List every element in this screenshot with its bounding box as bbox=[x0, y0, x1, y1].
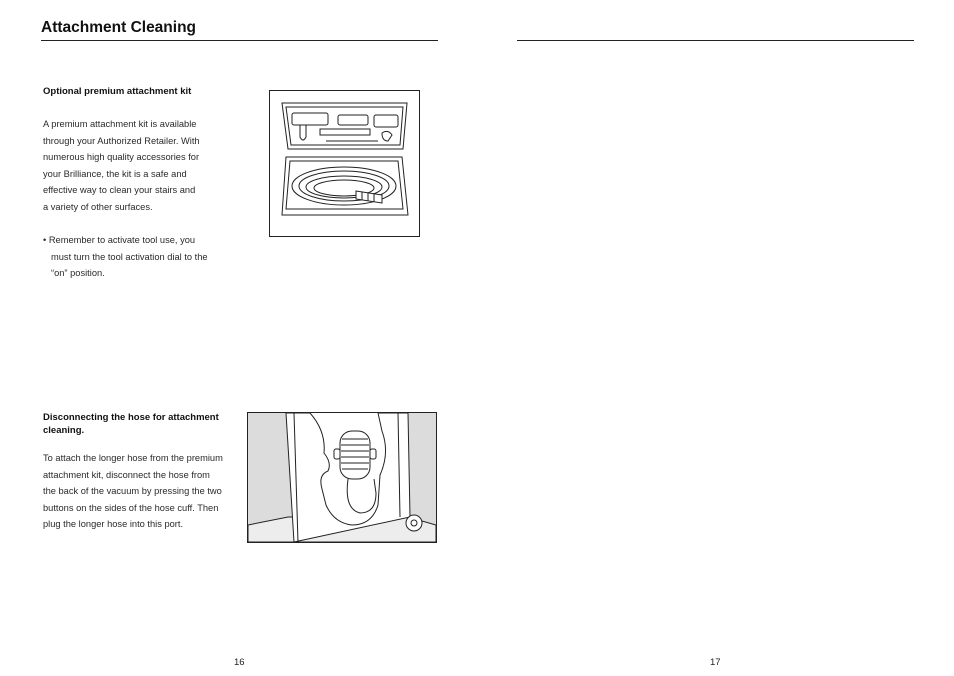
kit-paragraph-line: your Brilliance, the kit is a safe and bbox=[43, 168, 187, 179]
kit-paragraph-line: through your Authorized Retailer. With bbox=[43, 135, 200, 146]
attachment-kit-illustration bbox=[269, 90, 420, 237]
hose-paragraph-line: the back of the vacuum by pressing the two bbox=[43, 486, 222, 496]
hose-heading bbox=[43, 412, 219, 437]
kit-paragraph-line: A premium attachment kit is available bbox=[43, 119, 197, 129]
page-number-left: 16 bbox=[234, 657, 245, 668]
bullet-line: must turn the tool activation dial to the bbox=[51, 251, 208, 262]
hose-paragraph bbox=[43, 450, 223, 533]
kit-heading: Optional premium attachment kit bbox=[43, 86, 192, 97]
hose-paragraph-line: To attach the longer hose from the premium bbox=[43, 453, 223, 463]
hose-paragraph-line: buttons on the sides of the hose cuff. Then bbox=[43, 502, 219, 513]
bullet-line: • Remember to activate tool use, you bbox=[43, 235, 196, 245]
tool-activation-note bbox=[43, 232, 208, 282]
hose-disconnect-illustration bbox=[247, 412, 437, 543]
bullet-line: “on” position. bbox=[51, 268, 105, 278]
hose-heading-line: cleaning. bbox=[43, 424, 85, 436]
kit-paragraph-line: effective way to clean your stairs and bbox=[43, 185, 196, 195]
title-rule-left bbox=[41, 40, 438, 41]
hose-heading-line: Disconnecting the hose for attachment bbox=[43, 412, 219, 423]
kit-paragraph-line: a variety of other surfaces. bbox=[43, 201, 153, 212]
hose-paragraph-line: plug the longer hose into this port. bbox=[43, 519, 184, 529]
kit-paragraph bbox=[43, 116, 200, 215]
page-title: Attachment Cleaning bbox=[41, 19, 197, 36]
kit-paragraph-line: numerous high quality accessories for bbox=[43, 152, 200, 162]
title-rule-right bbox=[517, 40, 914, 41]
page-number-right: 17 bbox=[710, 657, 721, 668]
hose-paragraph-line: attachment kit, disconnect the hose from bbox=[43, 469, 210, 480]
